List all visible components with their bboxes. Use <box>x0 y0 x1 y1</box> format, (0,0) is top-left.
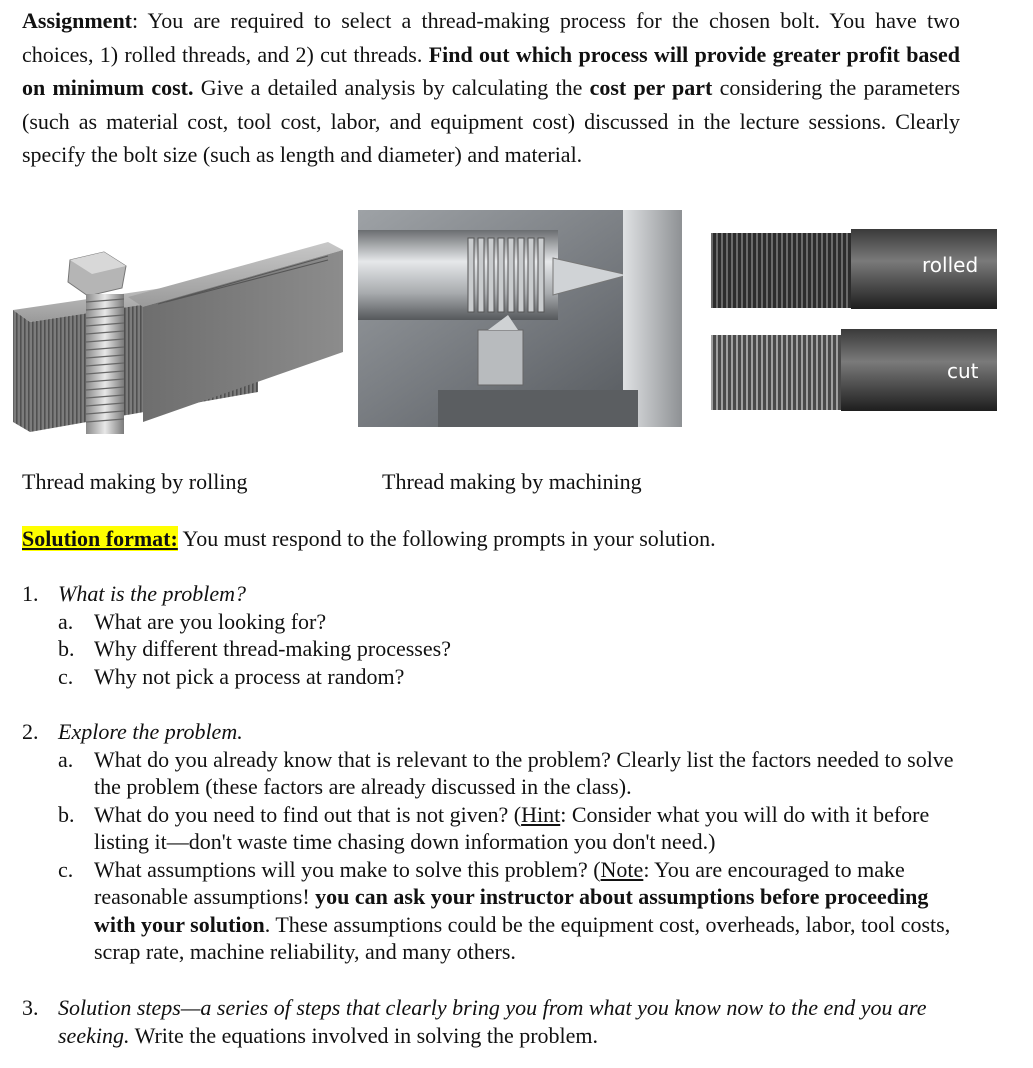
ask-instructor-bold: you can ask your instructor about assumptions before proceeding with your solution <box>94 884 929 937</box>
caption-rolling: Thread making by rolling <box>22 469 248 494</box>
note-label: Note <box>600 856 644 882</box>
item-2-title: Explore the problem. <box>58 719 243 744</box>
list-item-2 <box>22 718 957 966</box>
item-2b: b. What do you need to find out that is not given? (Hint: Consider what you will do with it before listing it—don't waste time chasing down information you don't need.) <box>58 801 930 854</box>
assignment-text-3: considering the parameters (such as material cost, tool cost, labor, and equipment cost) discussed in the lecture sessions. Clearly specify the bolt size (such as length and diameter) and material. <box>22 75 961 167</box>
item-2a: a. What do you already know that is relevant to the problem? Clearly list the factors needed to solve the problem (these factors are already discussed in the class). <box>58 746 954 799</box>
hint-label: Hint <box>521 801 561 827</box>
solution-format-line <box>22 526 716 552</box>
assignment-label: Assignment <box>22 8 133 33</box>
item-2c: c. What assumptions will you make to solve this problem? (Note: You are encouraged to make reasonable assumptions! you can ask your instructor about assumptions before proceeding with your solution. These assumptions could be the equipment cost, overheads, labor, tool costs, scrap rate, machine reliability, and many others. <box>58 856 951 964</box>
assignment-bold-cost: cost per part <box>589 75 713 100</box>
assignment-paragraph <box>22 4 960 172</box>
solution-format-label: Solution format: <box>22 526 178 551</box>
assignment-text-1: : You are required to select a thread-making process for the chosen bolt. You have two choices, 1) rolled threads, and 2) cut threads. <box>22 8 960 67</box>
list-item-3 <box>22 994 957 1049</box>
item-3-text: Write the equations involved in solving the problem. <box>129 1022 599 1048</box>
rolled-label: rolled <box>922 253 979 277</box>
item-1-number: 1. <box>22 581 39 606</box>
cut-label: cut <box>947 359 979 383</box>
item-1b: b. Why different thread-making processes? <box>58 636 451 661</box>
thread-machining-image <box>358 210 682 427</box>
rolled-vs-cut-image <box>711 225 997 435</box>
item-1-title: What is the problem? <box>58 581 246 606</box>
item-2-number: 2. <box>22 719 39 744</box>
item-3-number: 3. <box>22 995 39 1020</box>
caption-machining: Thread making by machining <box>382 469 642 494</box>
thread-rolling-image <box>8 222 348 437</box>
item-1a: a. What are you looking for? <box>58 608 327 634</box>
assignment-bold-goal: Find out which process will provide greater profit based on minimum cost. <box>22 41 960 100</box>
assignment-text-2: Give a detailed analysis by calculating the <box>193 75 590 100</box>
list-item-1 <box>22 580 922 690</box>
solution-format-text: You must respond to the following prompts in your solution. <box>177 526 716 551</box>
item-1c: c. Why not pick a process at random? <box>58 663 405 689</box>
item-3-title: Solution steps—a series of steps that clearly bring you from what you know now to the end you are seeking. <box>58 995 927 1048</box>
